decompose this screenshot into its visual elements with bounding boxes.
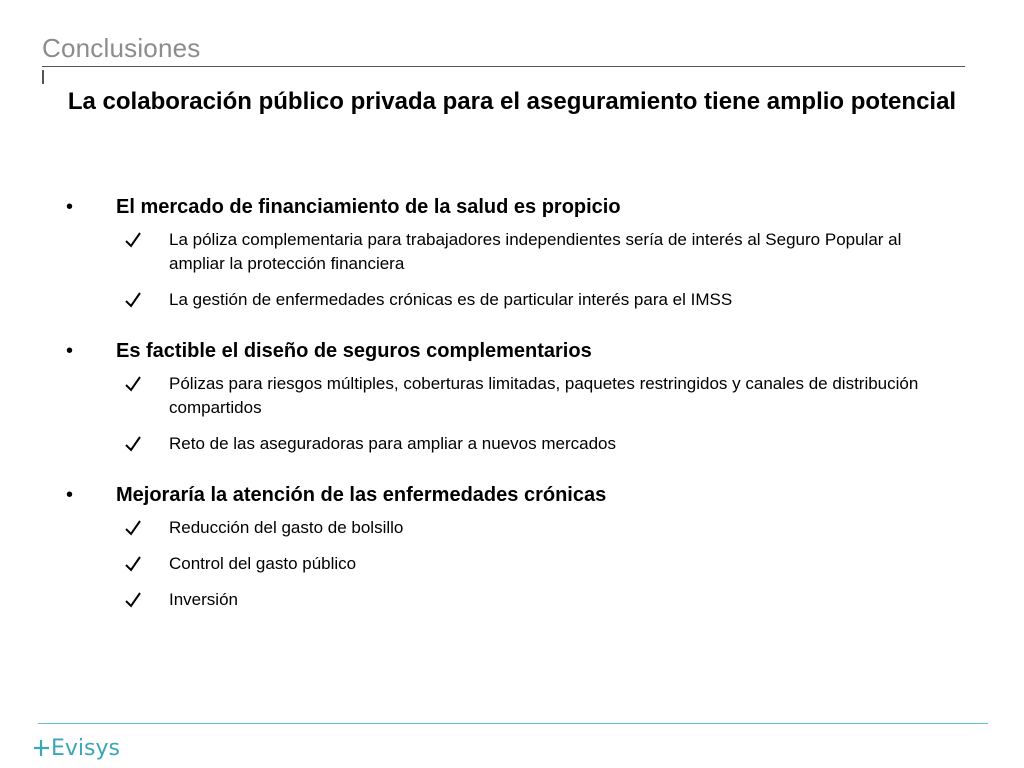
checklist-item — [0, 372, 1024, 420]
checklist-item — [0, 432, 1024, 456]
bullet-group — [0, 336, 1024, 456]
bullet-group — [0, 480, 1024, 612]
checklist-item-text: Inversión — [169, 590, 238, 609]
checkmark-icon — [123, 372, 143, 396]
checklist-item-text: La póliza complementaria para trabajadores independientes sería de interés al Seguro Popular al ampliar la protección financiera — [169, 230, 902, 273]
checklist-item-text: La gestión de enfermedades crónicas es de particular interés para el IMSS — [169, 290, 733, 309]
checklist-item — [0, 516, 1024, 540]
bullet-icon: • — [66, 484, 74, 506]
evisys-plus-logo-icon — [32, 736, 52, 760]
checklist-item-text: Pólizas para riesgos múltiples, coberturas limitadas, paquetes restringidos y canales de distribución compartidos — [169, 374, 919, 417]
bullet-icon: • — [66, 196, 74, 218]
checklist-item — [0, 288, 1024, 312]
checklist-item-text: Control del gasto público — [169, 554, 357, 573]
section-title: Conclusiones — [42, 33, 201, 63]
checklist-item — [0, 588, 1024, 612]
footer-divider — [38, 723, 988, 724]
bullet-icon: • — [66, 340, 74, 362]
checklist-item — [0, 228, 1024, 276]
checkmark-icon — [123, 432, 143, 456]
checklist — [0, 516, 1024, 612]
bullet-title: Mejoraría la atención de las enfermedades crónicas — [116, 484, 607, 506]
bullet-title: Es factible el diseño de seguros complementarios — [116, 340, 592, 362]
checklist-item-text: Reducción del gasto de bolsillo — [169, 518, 404, 537]
checklist — [0, 372, 1024, 456]
bullet-row — [0, 192, 1024, 222]
slide-headline: La colaboración público privada para el aseguramiento tiene amplio potencial — [67, 88, 957, 115]
bullet-groups — [0, 192, 1024, 612]
checklist-item — [0, 552, 1024, 576]
checklist-item-text: Reto de las aseguradoras para ampliar a nuevos mercados — [169, 434, 616, 453]
bullet-row — [0, 480, 1024, 510]
bullet-group — [0, 192, 1024, 312]
checkmark-icon — [123, 288, 143, 312]
logo-text: Evisys — [51, 735, 120, 761]
header-divider — [42, 66, 965, 67]
bullet-title: El mercado de financiamiento de la salud es propicio — [116, 196, 621, 218]
evisys-logo — [32, 730, 120, 766]
checkmark-icon — [123, 588, 143, 612]
checkmark-icon — [123, 228, 143, 252]
checklist — [0, 228, 1024, 312]
bullet-row — [0, 336, 1024, 366]
checkmark-icon — [123, 516, 143, 540]
checkmark-icon — [123, 552, 143, 576]
header-divider-tick — [42, 70, 44, 84]
